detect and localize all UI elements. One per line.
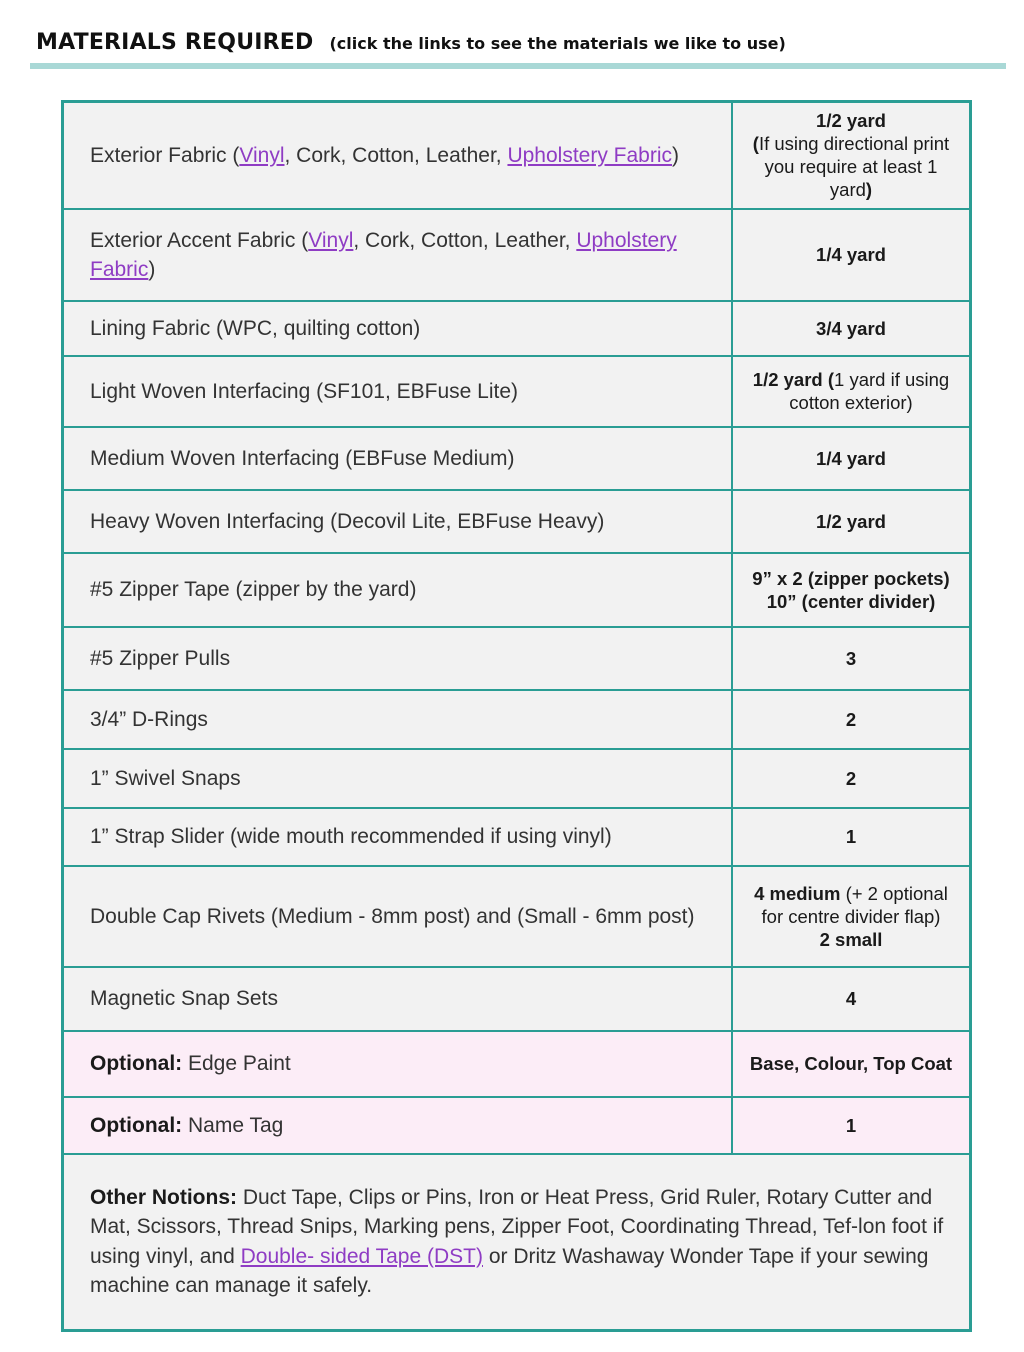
upholstery-fabric-link[interactable]: Upholstery Fabric xyxy=(507,143,673,167)
material-quantity: 2 xyxy=(732,749,971,808)
upholstery-fabric-link[interactable]: Upholstery Fabric xyxy=(90,228,677,281)
material-name: Lining Fabric (WPC, quilting cotton) xyxy=(63,301,733,356)
material-name: 1” Strap Slider (wide mouth recommended if using vinyl) xyxy=(63,808,733,866)
material-name: Exterior Accent Fabric (Vinyl, Cork, Cotton, Leather, Upholstery Fabric) xyxy=(63,209,733,301)
vinyl-link[interactable]: Vinyl xyxy=(308,228,354,252)
table-row xyxy=(63,301,971,356)
material-name: Heavy Woven Interfacing (Decovil Lite, EBFuse Heavy) xyxy=(63,490,733,553)
material-name: #5 Zipper Tape (zipper by the yard) xyxy=(63,553,733,627)
table-row xyxy=(63,690,971,749)
material-name: Medium Woven Interfacing (EBFuse Medium) xyxy=(63,427,733,490)
material-name: #5 Zipper Pulls xyxy=(63,627,733,690)
table-row xyxy=(63,749,971,808)
table-row xyxy=(63,967,971,1031)
material-name: 3/4” D-Rings xyxy=(63,690,733,749)
material-quantity: 4 xyxy=(732,967,971,1031)
materials-table xyxy=(61,100,972,1332)
material-quantity: Base, Colour, Top Coat xyxy=(732,1031,971,1097)
table-row xyxy=(63,627,971,690)
material-quantity: 3 xyxy=(732,627,971,690)
material-name: Optional: Edge Paint xyxy=(63,1031,733,1097)
material-quantity: 2 xyxy=(732,690,971,749)
section-header xyxy=(36,30,786,55)
material-quantity: 9” x 2 (zipper pockets) 10” (center divider) xyxy=(732,553,971,627)
table-row xyxy=(63,356,971,427)
table-row xyxy=(63,808,971,866)
table-row xyxy=(63,427,971,490)
table-row-optional xyxy=(63,1097,971,1154)
material-quantity: 4 medium (+ 2 optional for centre divider flap) 2 small xyxy=(732,866,971,967)
other-notions: Other Notions: Duct Tape, Clips or Pins, Iron or Heat Press, Grid Ruler, Rotary Cutter and Mat, Scissors, Thread Snips, Marking pens, Zipper Foot, Coordinating Thread, Tef-lon foot if using vinyl, and Double- sided Tape (DST) or Dritz Washaway Wonder Tape if your sewing machine can manage it safely. xyxy=(63,1154,971,1331)
material-name: 1” Swivel Snaps xyxy=(63,749,733,808)
material-name: Exterior Fabric (Vinyl, Cork, Cotton, Leather, Upholstery Fabric) xyxy=(63,102,733,209)
material-quantity: 1/4 yard xyxy=(732,427,971,490)
section-title: MATERIALS REQUIRED xyxy=(36,30,314,55)
material-quantity: 1/2 yard xyxy=(732,490,971,553)
table-row xyxy=(63,102,971,209)
material-quantity: 1 xyxy=(732,808,971,866)
double-sided-tape-link[interactable]: Double- sided Tape (DST) xyxy=(240,1244,483,1268)
section-subtitle: (click the links to see the materials we like to use) xyxy=(329,34,786,53)
material-quantity: 1 xyxy=(732,1097,971,1154)
material-quantity: 1/2 yard (1 yard if using cotton exterior) xyxy=(732,356,971,427)
material-name: Optional: Name Tag xyxy=(63,1097,733,1154)
vinyl-link[interactable]: Vinyl xyxy=(239,143,285,167)
material-name: Magnetic Snap Sets xyxy=(63,967,733,1031)
table-row xyxy=(63,209,971,301)
table-row xyxy=(63,866,971,967)
header-divider xyxy=(30,63,1006,69)
material-quantity: 1/2 yard (If using directional print you require at least 1 yard) xyxy=(732,102,971,209)
material-quantity: 3/4 yard xyxy=(732,301,971,356)
material-name: Light Woven Interfacing (SF101, EBFuse Lite) xyxy=(63,356,733,427)
material-name: Double Cap Rivets (Medium - 8mm post) and (Small - 6mm post) xyxy=(63,866,733,967)
table-row-optional xyxy=(63,1031,971,1097)
material-quantity: 1/4 yard xyxy=(732,209,971,301)
table-row xyxy=(63,490,971,553)
notes-row xyxy=(63,1154,971,1331)
table-row xyxy=(63,553,971,627)
